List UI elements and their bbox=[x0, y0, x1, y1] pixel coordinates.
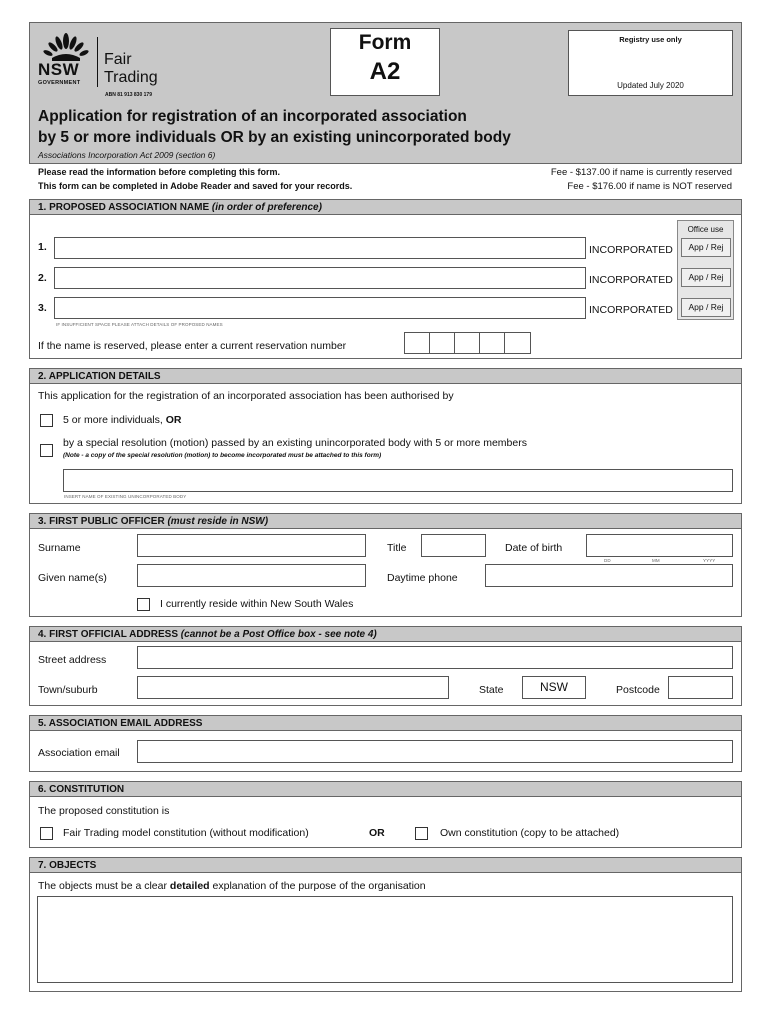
section2-intro: This application for the registration of an incorporated association has been authorised by bbox=[38, 390, 454, 402]
objects-intro-pre: The objects must be a clear bbox=[38, 880, 167, 892]
section1-heading bbox=[29, 199, 742, 215]
special-resolution-checkbox[interactable] bbox=[40, 444, 53, 457]
reside-nsw-checkbox[interactable] bbox=[137, 598, 150, 611]
name-row-2-office: App / Rej bbox=[681, 268, 731, 287]
proposed-name-1-input[interactable] bbox=[54, 237, 586, 259]
title-label: Title bbox=[387, 542, 407, 554]
form-number-box bbox=[330, 28, 440, 96]
state-label: State bbox=[479, 684, 504, 696]
email-input[interactable] bbox=[137, 740, 733, 763]
name-row-2-number: 2. bbox=[38, 272, 47, 284]
nsw-logo bbox=[38, 32, 188, 102]
name-row-3-suffix: INCORPORATED bbox=[589, 304, 673, 316]
form-title-line1: Application for registration of an incorporated association bbox=[38, 108, 467, 125]
own-constitution-label: Own constitution (copy to be attached) bbox=[440, 827, 620, 839]
own-constitution-checkbox[interactable] bbox=[415, 827, 428, 840]
section5-heading: 5. ASSOCIATION EMAIL ADDRESS bbox=[29, 715, 742, 731]
proposed-name-3-input[interactable] bbox=[54, 297, 586, 319]
fee-not-reserved: Fee - $176.00 if name is NOT reserved bbox=[567, 181, 732, 192]
daytime-phone-label: Daytime phone bbox=[387, 572, 458, 584]
given-names-input[interactable] bbox=[137, 564, 366, 587]
reservation-label: If the name is reserved, please enter a current reservation number bbox=[38, 340, 347, 352]
reservation-digit-4[interactable] bbox=[479, 332, 505, 354]
state-input[interactable] bbox=[522, 676, 586, 699]
section3-title: 3. FIRST PUBLIC OFFICER bbox=[38, 516, 165, 527]
form-label: Form bbox=[358, 31, 412, 54]
state-value: NSW bbox=[540, 680, 568, 694]
constitution-intro: The proposed constitution is bbox=[38, 805, 170, 817]
name-row-3-number: 3. bbox=[38, 302, 47, 314]
dob-yyyy: YYYY bbox=[703, 558, 716, 563]
registry-label: Registry use only bbox=[619, 35, 682, 44]
form-title-line2: by 5 or more individuals OR by an existing unincorporated body bbox=[38, 129, 511, 146]
registry-box bbox=[568, 30, 733, 96]
town-input[interactable] bbox=[137, 676, 449, 699]
surname-input[interactable] bbox=[137, 534, 366, 557]
objects-intro-post: explanation of the purpose of the organisation bbox=[212, 880, 426, 892]
logo-trading: Trading bbox=[104, 69, 158, 86]
dob-label: Date of birth bbox=[505, 542, 563, 554]
reside-nsw-label: I currently reside within New South Wales bbox=[160, 598, 354, 610]
name-row-1-number: 1. bbox=[38, 241, 47, 253]
logo-fair: Fair bbox=[104, 51, 132, 68]
section4-heading-note: (cannot be a Post Office box - see note 4) bbox=[180, 629, 377, 640]
logo-state: NSW bbox=[38, 60, 80, 79]
reservation-digit-2[interactable] bbox=[429, 332, 455, 354]
dob-input[interactable] bbox=[586, 534, 733, 557]
name-row-2-suffix: INCORPORATED bbox=[589, 274, 673, 286]
objects-intro-bold: detailed bbox=[169, 880, 210, 892]
postcode-input[interactable] bbox=[668, 676, 733, 699]
section1-heading-note: (in order of preference) bbox=[211, 202, 322, 213]
existing-body-name-input[interactable] bbox=[63, 469, 733, 492]
name-row-3-office: App / Rej bbox=[681, 298, 731, 317]
special-resolution-label: by a special resolution (motion) passed by an existing unincorporated body with 5 or more members bbox=[63, 437, 527, 449]
given-names-label: Given name(s) bbox=[38, 572, 107, 584]
name-row-1-office: App / Rej bbox=[681, 238, 731, 257]
section3-heading-note: (must reside in NSW) bbox=[167, 516, 269, 527]
individuals-text: 5 or more individuals, bbox=[63, 414, 163, 426]
model-constitution-checkbox[interactable] bbox=[40, 827, 53, 840]
insufficient-space-note: IF INSUFFICIENT SPACE PLEASE ATTACH DETAILS OF PROPOSED NAMES bbox=[56, 322, 223, 327]
office-use-label: Office use bbox=[687, 225, 724, 234]
existing-body-caption: INSERT NAME OF EXISTING UNINCORPORATED BODY bbox=[64, 494, 187, 499]
logo-government: GOVERNMENT bbox=[38, 80, 81, 86]
special-resolution-note: (Note - a copy of the special resolution (motion) to become incorporated must be attached to this form) bbox=[63, 452, 382, 459]
individuals-or: OR bbox=[165, 414, 182, 426]
fee-reserved: Fee - $137.00 if name is currently reserved bbox=[550, 167, 732, 178]
street-address-label: Street address bbox=[38, 654, 107, 666]
surname-label: Surname bbox=[38, 542, 81, 554]
reservation-digit-1[interactable] bbox=[404, 332, 430, 354]
section1-title: 1. PROPOSED ASSOCIATION NAME bbox=[38, 202, 210, 213]
read-note: Please read the information before completing this form. bbox=[38, 167, 281, 177]
section6-heading: 6. CONSTITUTION bbox=[29, 781, 742, 797]
section2-heading: 2. APPLICATION DETAILS bbox=[29, 368, 742, 384]
waratah-icon bbox=[40, 32, 92, 62]
proposed-name-2-input[interactable] bbox=[54, 267, 586, 289]
objects-textarea[interactable] bbox=[37, 896, 733, 983]
dob-mm: MM bbox=[652, 558, 660, 563]
section3-heading bbox=[29, 513, 742, 529]
town-label: Town/suburb bbox=[38, 684, 98, 696]
dob-dd: DD bbox=[604, 558, 611, 563]
individuals-label bbox=[63, 414, 181, 426]
section7-heading: 7. OBJECTS bbox=[29, 857, 742, 873]
objects-intro bbox=[38, 880, 426, 892]
form-number: A2 bbox=[369, 58, 401, 85]
section4-title: 4. FIRST OFFICIAL ADDRESS bbox=[38, 629, 179, 640]
reservation-digit-3[interactable] bbox=[454, 332, 480, 354]
daytime-phone-input[interactable] bbox=[485, 564, 733, 587]
abn: ABN 81 913 830 179 bbox=[105, 92, 152, 98]
logo-divider bbox=[97, 37, 98, 87]
model-constitution-label: Fair Trading model constitution (without modification) bbox=[63, 827, 309, 839]
section4-heading bbox=[29, 626, 742, 642]
street-address-input[interactable] bbox=[137, 646, 733, 669]
postcode-label: Postcode bbox=[616, 684, 660, 696]
name-row-1-suffix: INCORPORATED bbox=[589, 244, 673, 256]
email-label: Association email bbox=[38, 747, 120, 759]
act-reference: Associations Incorporation Act 2009 (section 6) bbox=[38, 150, 216, 160]
updated-date: Updated July 2020 bbox=[617, 81, 684, 90]
reservation-digit-5[interactable] bbox=[504, 332, 531, 354]
individuals-checkbox[interactable] bbox=[40, 414, 53, 427]
adobe-note: This form can be completed in Adobe Reader and saved for your records. bbox=[38, 181, 353, 191]
title-input[interactable] bbox=[421, 534, 486, 557]
constitution-or: OR bbox=[369, 827, 385, 839]
